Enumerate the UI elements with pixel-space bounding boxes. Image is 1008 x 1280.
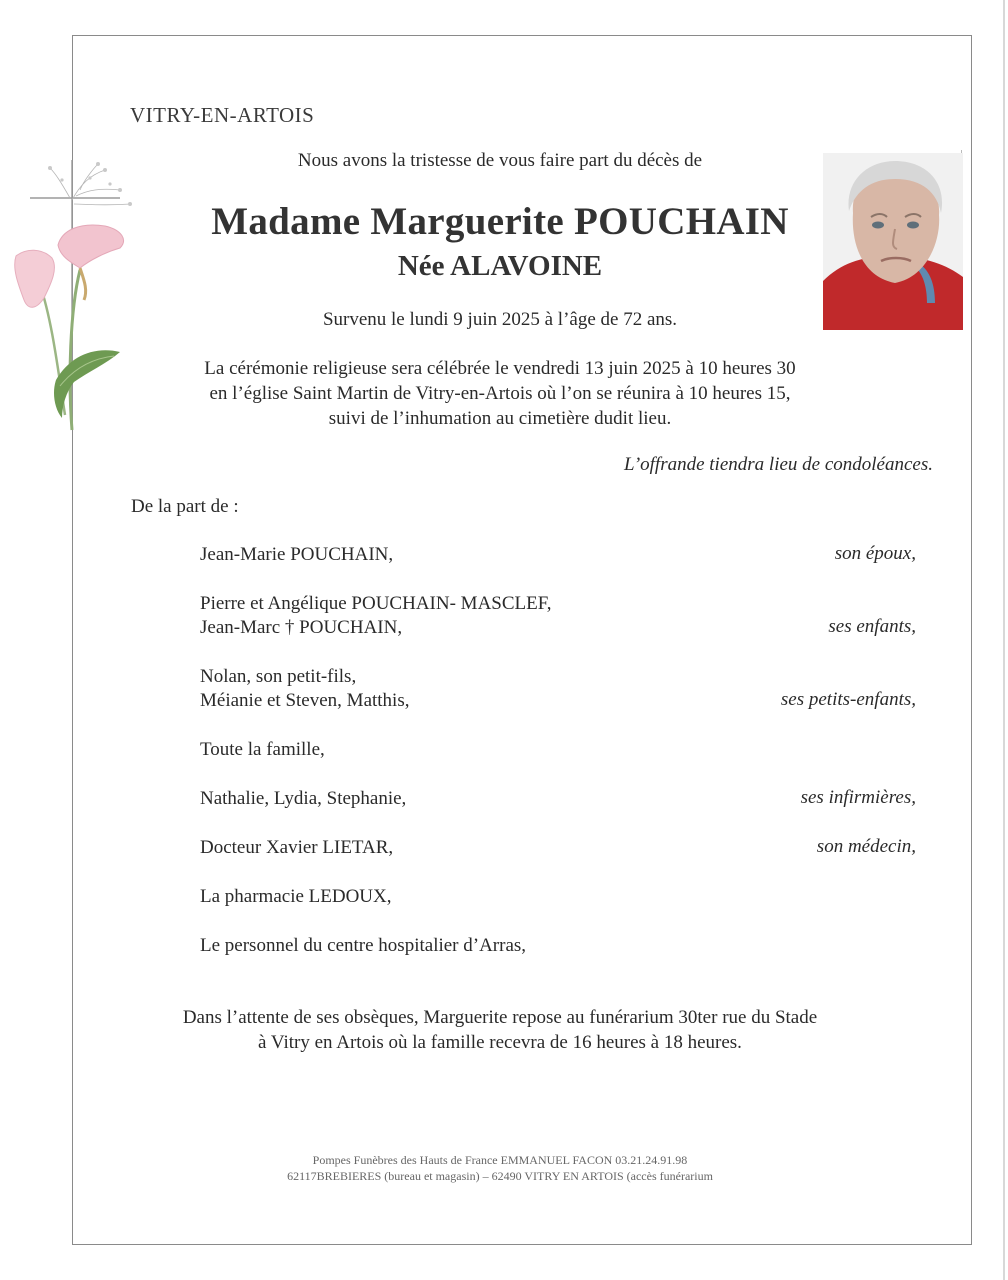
intro-text: Nous avons la tristesse de vous faire part du décès de <box>297 150 703 171</box>
family-row-3-name-1: Nolan, son petit-fils, <box>200 666 357 687</box>
ceremony-line-3: suivi de l’inhumation au cimetière dudit lieu. <box>328 408 672 429</box>
family-row-7-name: La pharmacie LEDOUX, <box>200 886 392 907</box>
footer-line-2: 62117BREBIERES (bureau et magasin) – 62490 VITRY EN ARTOIS (accès funérarium <box>287 1169 713 1183</box>
visitation-line-1: Dans l’attente de ses obsèques, Marguerite repose au funérarium 30ter rue du Stade <box>182 1007 818 1028</box>
maiden-name: Née ALAVOINE <box>397 250 603 282</box>
ceremony-details <box>120 356 880 431</box>
family-row-5-name: Nathalie, Lydia, Stephanie, <box>200 788 407 809</box>
family-row-2-name-2: Jean-Marc † POUCHAIN, <box>200 617 403 638</box>
family-label: De la part de : <box>131 496 239 517</box>
family-row-3-relation: ses petits-enfants, <box>780 689 916 710</box>
family-row-1-name: Jean-Marie POUCHAIN, <box>200 544 394 565</box>
deceased-name: Madame Marguerite POUCHAIN <box>211 200 789 243</box>
visitation-details <box>100 1005 900 1055</box>
footer-line-1: Pompes Funèbres des Hauts de France EMMANUEL FACON 03.21.24.91.98 <box>312 1153 688 1167</box>
ceremony-line-1: La cérémonie religieuse sera célébrée le vendredi 13 juin 2025 à 10 heures 30 <box>204 358 796 379</box>
family-row-4-name: Toute la famille, <box>200 739 325 760</box>
funeral-home-footer <box>200 1152 800 1184</box>
family-row-1-relation: son époux, <box>834 543 916 564</box>
offering-note: L’offrande tiendra lieu de condoléances. <box>623 454 933 475</box>
death-date: Survenu le lundi 9 juin 2025 à l’âge de 72 ans. <box>322 309 678 330</box>
family-row-3-name-2: Méianie et Steven, Matthis, <box>200 690 410 711</box>
scan-edge <box>1003 0 1005 1280</box>
family-row-2-name-1: Pierre et Angélique POUCHAIN- MASCLEF, <box>200 593 552 614</box>
family-row-6-relation: son médecin, <box>816 836 916 857</box>
family-row-5-relation: ses infirmières, <box>800 787 916 808</box>
ceremony-line-2: en l’église Saint Martin de Vitry-en-Artois où l’on se réunira à 10 heures 15, <box>209 383 791 404</box>
visitation-line-2: à Vitry en Artois où la famille recevra de 16 heures à 18 heures. <box>258 1032 742 1053</box>
family-row-2-relation: ses enfants, <box>828 616 916 637</box>
family-row-6-name: Docteur Xavier LIETAR, <box>200 837 394 858</box>
family-row-8-name: Le personnel du centre hospitalier d’Arras, <box>200 935 527 956</box>
city-heading: VITRY-EN-ARTOIS <box>130 103 315 127</box>
